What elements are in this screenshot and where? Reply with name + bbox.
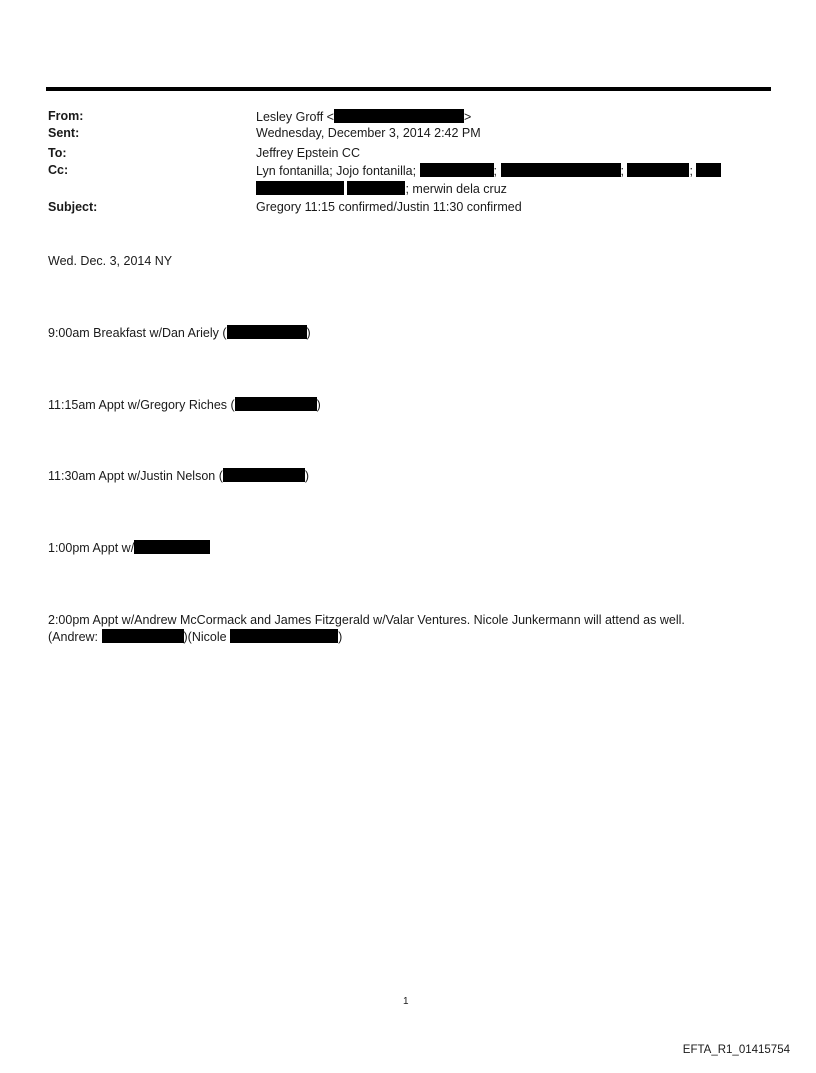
schedule-entry-5-line-2: (Andrew: )(Nicole ) (48, 630, 343, 644)
from-label: From: (48, 109, 84, 123)
cc-line-2: ; merwin dela cruz (256, 181, 507, 197)
from-name: Lesley Groff (256, 110, 324, 124)
schedule-entry-2: 11:15am Appt w/Gregory Riches ( ) (48, 398, 321, 412)
schedule-entry-4: 1:00pm Appt w/ (48, 540, 210, 556)
header-rule (46, 87, 771, 91)
redaction (334, 109, 464, 123)
redaction (627, 163, 689, 177)
bates-number: EFTA_R1_01415754 (682, 1044, 790, 1056)
subject-value: Gregory 11:15 confirmed/Justin 11:30 confirmed (256, 200, 522, 214)
redaction (134, 540, 210, 554)
to-value: Jeffrey Epstein CC (256, 146, 360, 160)
schedule-entry-3: 11:30am Appt w/Justin Nelson ( ) (48, 469, 310, 483)
redaction (230, 629, 338, 643)
subject-label: Subject: (48, 200, 98, 214)
redaction (227, 325, 307, 339)
schedule-entry-1: 9:00am Breakfast w/Dan Ariely ( ) (48, 326, 311, 340)
cc-label: Cc: (48, 163, 69, 177)
to-label: To: (48, 146, 67, 160)
redaction (102, 629, 184, 643)
redaction (235, 397, 317, 411)
cc-line-1: Lyn fontanilla; Jojo fontanilla; ; ; ; (256, 163, 721, 179)
redaction (420, 163, 494, 177)
page-number: 1 (403, 996, 409, 1007)
sent-value: Wednesday, December 3, 2014 2:42 PM (256, 126, 481, 140)
redaction (501, 163, 621, 177)
redaction (696, 163, 721, 177)
redaction (347, 181, 405, 195)
sent-label: Sent: (48, 126, 80, 140)
redaction (223, 468, 305, 482)
schedule-entry-5-line-1: 2:00pm Appt w/Andrew McCormack and James Fitzgerald w/Valar Ventures. Nicole Junkermann will attend as well. (48, 613, 685, 627)
date-line: Wed. Dec. 3, 2014 NY (48, 254, 173, 268)
from-value: Lesley Groff < > (256, 110, 472, 124)
redaction (256, 181, 344, 195)
